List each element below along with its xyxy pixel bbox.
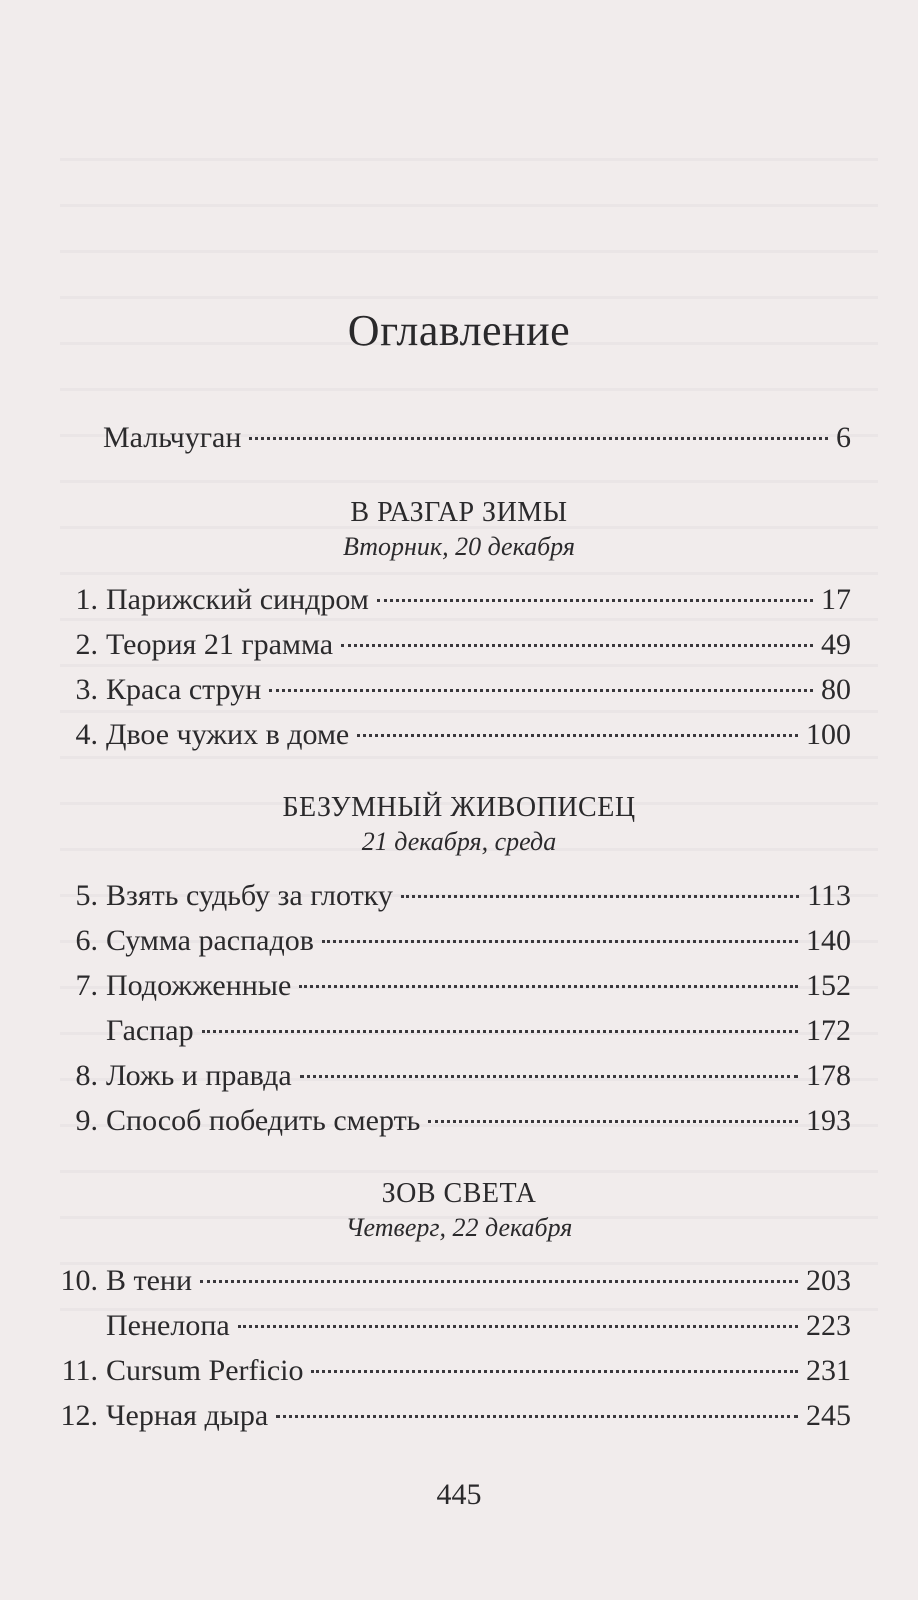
dot-leader (299, 985, 798, 988)
toc-entry (54, 1306, 851, 1346)
page-title: Оглавление (347, 306, 571, 355)
toc-entry-page: 172 (806, 1014, 851, 1047)
toc-entry (68, 1011, 851, 1051)
toc-entry-page: 223 (806, 1309, 851, 1342)
toc-entry-page: 245 (806, 1399, 851, 1432)
toc-entry-label: Двое чужих в доме (106, 718, 350, 751)
toc-entry-number: 3. (75, 673, 98, 706)
dot-leader (300, 1075, 798, 1078)
dot-leader (238, 1325, 798, 1328)
dot-leader (341, 644, 813, 647)
toc-entry (68, 876, 851, 916)
toc-entry (68, 1056, 851, 1096)
toc-entry-label: Сумма распадов (106, 924, 314, 957)
toc-entry-page: 178 (806, 1059, 851, 1092)
dot-leader (401, 895, 799, 898)
toc-entry-page: 80 (821, 673, 851, 706)
toc-entry-page: 152 (806, 969, 851, 1002)
toc-entry-label: Гаспар (106, 1014, 194, 1047)
toc-entry (68, 715, 851, 755)
toc-entry-page: 100 (806, 718, 851, 751)
toc-entry-label: Подожженные (106, 969, 292, 1002)
toc-entry-page: 6 (836, 421, 851, 454)
toc-entry-number: 8. (75, 1059, 98, 1092)
part-date: Вторник, 20 декабря (343, 532, 575, 561)
toc-entry-label: Теория 21 грамма (106, 628, 334, 661)
dot-leader (428, 1120, 798, 1123)
part-title: ЗОВ СВЕТА (381, 1178, 537, 1209)
toc-entry (54, 1351, 851, 1391)
page-number: 445 (436, 1478, 482, 1511)
toc-entry (68, 1101, 851, 1141)
toc-entry-number: 4. (75, 718, 98, 751)
toc-entry-label: Способ победить смерть (106, 1104, 421, 1137)
dot-leader (249, 437, 828, 440)
dot-leader (377, 599, 813, 602)
toc-entry-number: 1. (75, 583, 98, 616)
part-title: БЕЗУМНЫЙ ЖИВОПИСЕЦ (282, 792, 636, 823)
toc-entry-number: 10. (60, 1264, 98, 1297)
toc-entry-prologue (103, 418, 851, 458)
toc-entry-label: Краса струн (106, 673, 262, 706)
dot-leader (200, 1280, 798, 1283)
toc-entry-label: Мальчуган (103, 421, 242, 454)
toc-entry-label: Пенелопа (106, 1309, 230, 1342)
toc-entry (68, 921, 851, 961)
toc-entry-page: 49 (821, 628, 851, 661)
toc-entry (54, 1261, 851, 1301)
dot-leader (202, 1030, 798, 1033)
dot-leader (276, 1415, 798, 1418)
dot-leader (357, 734, 798, 737)
part-date: Четверг, 22 декабря (345, 1213, 573, 1242)
toc-entry-number: 11. (61, 1354, 98, 1387)
toc-entry-number: 7. (75, 969, 98, 1002)
toc-entry (68, 580, 851, 620)
toc-entry-page: 193 (806, 1104, 851, 1137)
toc-entry-label: Cursum Perficio (106, 1354, 304, 1387)
toc-entry-label: Черная дыра (106, 1399, 269, 1432)
toc-entry-page: 113 (807, 879, 851, 912)
toc-entry-number: 2. (75, 628, 98, 661)
toc-entry-label: Взять судьбу за глотку (106, 879, 393, 912)
dot-leader (322, 940, 798, 943)
toc-entry-number: 5. (75, 879, 98, 912)
toc-entry (68, 966, 851, 1006)
toc-entry (54, 1396, 851, 1436)
dot-leader (269, 689, 813, 692)
toc-entry-page: 203 (806, 1264, 851, 1297)
toc-entry-page: 140 (806, 924, 851, 957)
toc-entry-page: 17 (821, 583, 851, 616)
toc-entry-label: В тени (106, 1264, 193, 1297)
toc-entry (68, 625, 851, 665)
part-title: В РАЗГАР ЗИМЫ (350, 497, 568, 528)
toc-entry-label: Парижский синдром (106, 583, 369, 616)
toc-entry-page: 231 (806, 1354, 851, 1387)
toc-entry-number: 9. (75, 1104, 98, 1137)
dot-leader (311, 1370, 798, 1373)
toc-entry-number: 12. (60, 1399, 98, 1432)
part-date: 21 декабря, среда (361, 827, 557, 856)
toc-entry (68, 670, 851, 710)
toc-entry-number: 6. (75, 924, 98, 957)
toc-entry-label: Ложь и правда (106, 1059, 292, 1092)
